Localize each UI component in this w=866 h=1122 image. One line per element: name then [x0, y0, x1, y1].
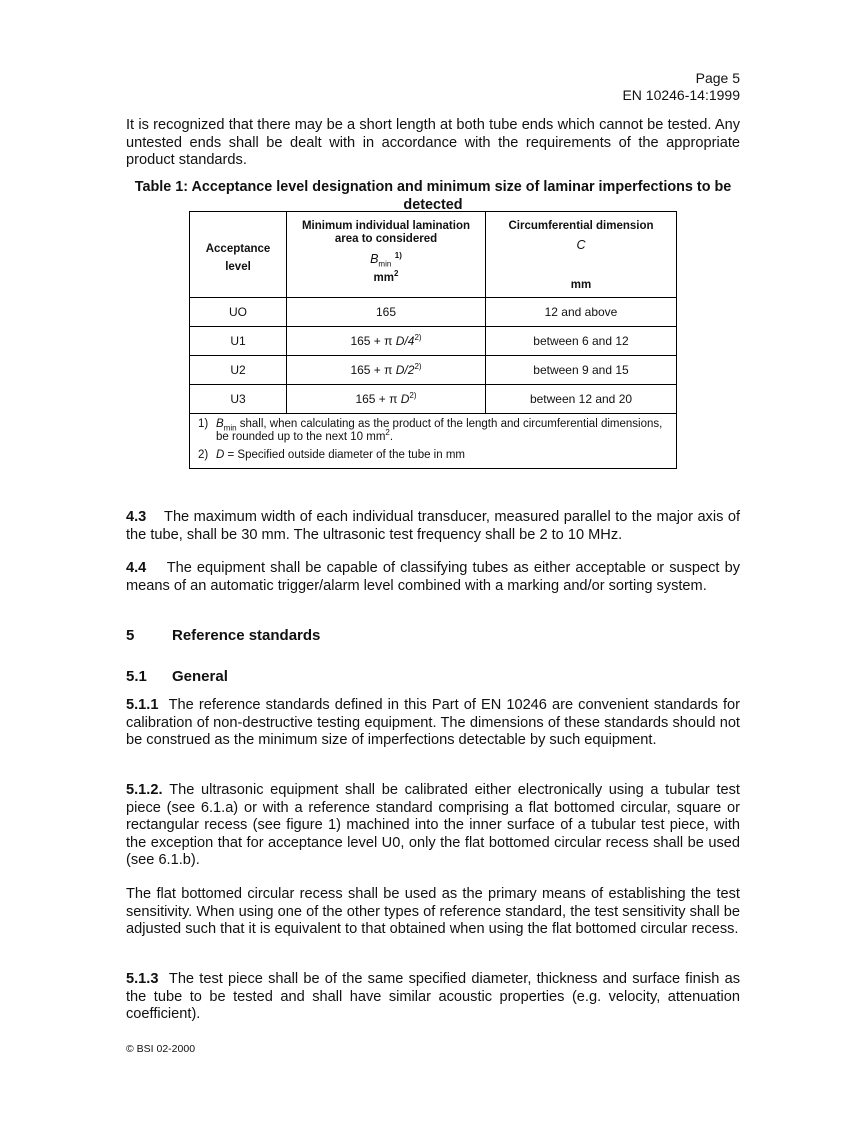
paragraph-5-1-3: 5.1.3 The test piece shall be of the same specified diameter, thickness and surface finish as the tube to be tested and shall have similar acoustic properties (e.g. velocity, attenuation coefficient). [126, 971, 740, 1023]
copyright-footer: © BSI 02-2000 [126, 1043, 196, 1055]
table-header-row [190, 212, 677, 298]
table-row: U2 165 + π D/2$^{2)}$ between 9 and 15 [190, 356, 677, 385]
section-5-heading: 5 Reference standards [126, 627, 321, 644]
table-caption: Table 1: Acceptance level designation and minimum size of laminar imperfections to be detected [134, 179, 732, 213]
paragraph-flat-bottomed: The flat bottomed circular recess shall be used as the primary means of establishing the test sensitivity. When using one of the other types of reference standard, the test sensitivity shall be adjusted such that it is equivalent to that obtained when using the flat bottomed circular recess. [126, 886, 740, 938]
header-acceptance-level: Acceptance level [190, 212, 287, 298]
intro-paragraph: It is recognized that there may be a short length at both tube ends which cannot be tested. Any untested ends shall be dealt with in accordance with the requirements of the appropriate product standards. [126, 117, 740, 169]
table-row: U3 165 + π $D^{2)}$ between 12 and 20 [190, 385, 677, 414]
header-circumferential: Circumferential dimension C mm [486, 212, 677, 298]
table-row: UO 165 12 and above [190, 298, 677, 327]
acceptance-table [189, 211, 677, 469]
header-min-area-unit: $mm^2$ [373, 269, 399, 284]
paragraph-4-3: 4.3 The maximum width of each individual transducer, measured parallel to the major axis of the tube, shall be 30 mm. The ultrasonic test frequency shall be 2 to 10 MHz. [126, 509, 740, 543]
section-5-1-heading: 5.1 General [126, 668, 228, 685]
paragraph-5-1-2: 5.1.2. The ultrasonic equipment shall be calibrated either electronically using a tubular test piece (see 6.1.a) or with a reference standard comprising a flat bottomed circular, square or rectangular recess (see figure 1) machined into the inner surface of a tubular test piece, with the exception that for acceptance level U0, only the flat bottomed circular recess shall be used (see 6.1.b). [126, 782, 740, 869]
table-note-1: 1) $B_{min}$ shall, when calculating as the product of the length and circumferential dimensions, be rounded up to the next 10 $mm^2$. [198, 418, 663, 443]
document-code: EN 10246-14:1999 [622, 87, 740, 103]
paragraph-5-1-1: 5.1.1 The reference standards defined in this Part of EN 10246 are convenient standards for calibration of non-destructive testing equipment. The dimensions of these standards should not be construed as the minimum size of imperfections detectable by such equipment. [126, 697, 741, 749]
table-notes-row [190, 414, 677, 469]
header-min-area: Minimum individual lamination area to considered $B_{min}$ $^{1)}$ $mm^2$ [287, 212, 486, 298]
table-notes [190, 414, 677, 469]
table-note-2: 2) D = Specified outside diameter of the tube in mm [198, 449, 465, 461]
header-min-area-symbol: $B_{min}$ $^{1)}$ [370, 250, 402, 269]
table-row: U1 165 + π D/4$^{2)}$ between 6 and 12 [190, 327, 677, 356]
paragraph-4-4: 4.4 The equipment shall be capable of classifying tubes as either acceptable or suspect by means of an automatic trigger/alarm level combined with a marking and/or sorting system. [126, 560, 740, 594]
page-number: Page 5 [695, 70, 740, 86]
page-header [622, 70, 740, 104]
